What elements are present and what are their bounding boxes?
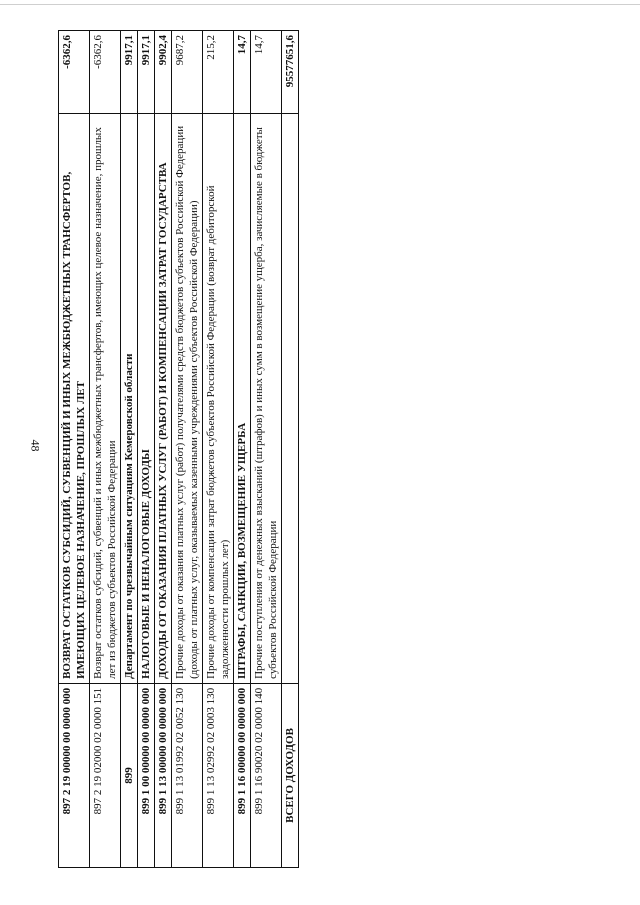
revenue-sum-cell: 14,7 (234, 31, 251, 114)
revenue-name-cell: ШТРАФЫ, САНКЦИИ, ВОЗМЕЩЕНИЕ УЩЕРБА (234, 114, 251, 684)
revenue-name-cell: Прочие поступления от денежных взысканий (штрафов) и иных сумм в возмещение ущерба, зачисляемые в бюджеты субъектов Российской Федерации (251, 114, 282, 684)
revenue-name-cell: Возврат остатков субсидий, субвенций и иных межбюджетных трансфертов, имеющих целевое назначение, прошлых лет из бюджетов субъектов Российской Федерации (90, 114, 121, 684)
revenue-name-cell: Департамент по чрезвычайным ситуациям Кемеровской области (121, 114, 138, 684)
revenue-code-cell: 899 1 13 00000 00 0000 000 (155, 683, 172, 867)
revenue-table (58, 30, 299, 868)
revenue-code-cell: 899 1 00 00000 00 0000 000 (138, 683, 155, 867)
revenue-name-cell: ВОЗВРАТ ОСТАТКОВ СУБСИДИЙ, СУБВЕНЦИЙ И ИНЫХ МЕЖБЮДЖЕТНЫХ ТРАНСФЕРТОВ, ИМЕЮЩИХ ЦЕЛЕВОЕ НАЗНАЧЕНИЕ, ПРОШЛЫХ ЛЕТ (59, 114, 90, 684)
table-row (90, 31, 121, 868)
table-row (59, 31, 90, 868)
revenue-sum-cell: 14,7 (251, 31, 282, 114)
revenue-code-cell: 899 1 13 02992 02 0003 130 (203, 683, 234, 867)
table-row (172, 31, 203, 868)
revenue-name-cell: Прочие доходы от компенсации затрат бюджетов субъектов Российской Федерации (возврат дебиторской задолженности прошлых лет) (203, 114, 234, 684)
table-row (138, 31, 155, 868)
revenue-code-cell: 899 1 16 00000 00 0000 000 (234, 683, 251, 867)
page-number: 48 (28, 439, 43, 452)
revenue-sum-cell: 95577651,6 (282, 31, 299, 114)
revenue-sum-cell: 9902,4 (155, 31, 172, 114)
rotated-page-content (58, 30, 299, 868)
revenue-sum-cell: 215,2 (203, 31, 234, 114)
revenue-name-cell: ДОХОДЫ ОТ ОКАЗАНИЯ ПЛАТНЫХ УСЛУГ (РАБОТ) И КОМПЕНСАЦИИ ЗАТРАТ ГОСУДАРСТВА (155, 114, 172, 684)
table-row (251, 31, 282, 868)
revenue-sum-cell: 9687,2 (172, 31, 203, 114)
revenue-name-cell: Прочие доходы от оказания платных услуг (работ) получателями средств бюджетов субъектов Российской Федерации (доходы от платных услуг, оказываемых казенными учреждениями субъектов Российской Федерации) (172, 114, 203, 684)
revenue-code-cell: 899 1 16 90020 02 0000 140 (251, 683, 282, 867)
revenue-code-cell: ВСЕГО ДОХОДОВ (282, 683, 299, 867)
revenue-sum-cell: -6362,6 (59, 31, 90, 114)
table-row (234, 31, 251, 868)
table-row (155, 31, 172, 868)
table-row (121, 31, 138, 868)
revenue-sum-cell: 9917,1 (138, 31, 155, 114)
revenue-sum-cell: 9917,1 (121, 31, 138, 114)
scan-top-edge (0, 4, 640, 5)
table-row (203, 31, 234, 868)
revenue-code-cell: 899 1 13 01992 02 0052 130 (172, 683, 203, 867)
revenue-code-cell: 897 2 19 00000 00 0000 000 (59, 683, 90, 867)
revenue-name-cell: НАЛОГОВЫЕ И НЕНАЛОГОВЫЕ ДОХОДЫ (138, 114, 155, 684)
total-row (282, 31, 299, 868)
revenue-sum-cell: -6362,6 (90, 31, 121, 114)
revenue-name-cell (282, 114, 299, 684)
revenue-table-body (59, 31, 299, 868)
revenue-code-cell: 899 (121, 683, 138, 867)
revenue-code-cell: 897 2 19 02000 02 0000 151 (90, 683, 121, 867)
